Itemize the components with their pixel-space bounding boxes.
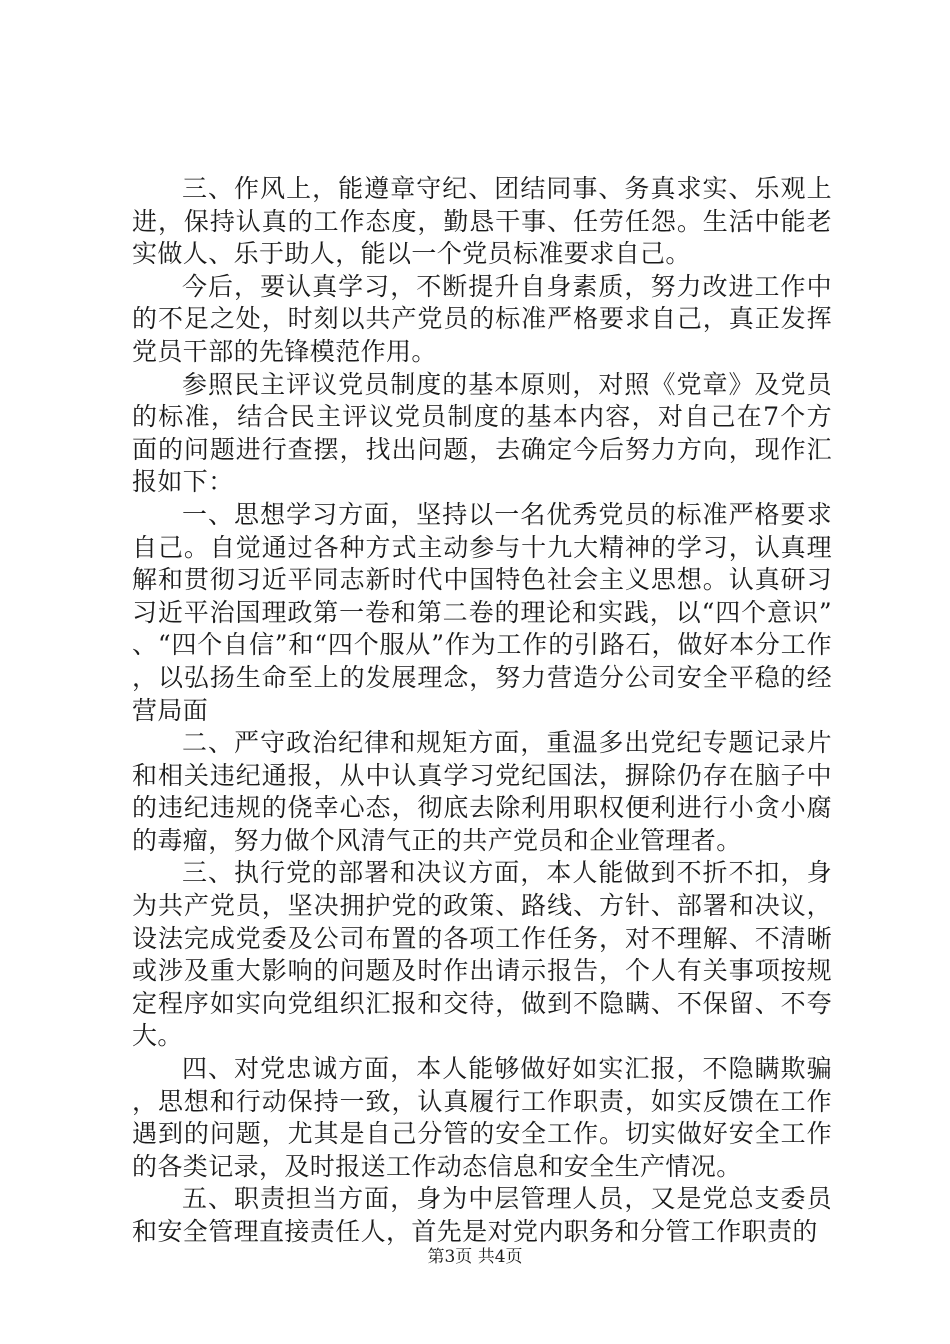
paragraph-future-plan: 今后，要认真学习，不断提升自身素质，努力改进工作中的不足之处，时刻以共产党员的标准严格要求自己，真正发挥党员干部的先锋模范作用。 [132,271,832,366]
paragraph-ideological-study: 一、思想学习方面，坚持以一名优秀党员的标准严格要求自己。自觉通过各种方式主动参与十九大精神的学习，认真理解和贯彻习近平同志新时代中国特色社会主义思想。认真研习习近平治国理政第一卷和第二卷的理论和实践，以“四个意识”、“四个自信”和“四个服从”作为工作的引路石，做好本分工作，以弘扬生命至上的发展理念，努力营造分公司安全平稳的经营局面 [132,499,832,725]
document-body [132,173,832,1249]
paragraph-style-conclusion: 三、作风上，能遵章守纪、团结同事、务真求实、乐观上进，保持认真的工作态度，勤恳干事、任劳任怨。生活中能老实做人、乐于助人，能以一个党员标准要求自己。 [132,174,832,269]
paragraph-party-decisions: 三、执行党的部署和决议方面，本人能做到不折不扣，身为共产党员，坚决拥护党的政策、路线、方针、部署和决议，设法完成党委及公司布置的各项工作任务，对不理解、不清晰或涉及重大影响的问题及时作出请示报告，个人有关事项按规定程序如实向党组织汇报和交待，做到不隐瞒、不保留、不夸大。 [132,858,832,1051]
paragraph-responsibility: 五、职责担当方面，身为中层管理人员，又是党总支委员和安全管理直接责任人，首先是对党内职务和分管工作职责的 [132,1184,832,1246]
page-number: 第3页 共4页 [427,1247,523,1267]
paragraph-party-loyalty: 四、对党忠诚方面，本人能够做好如实汇报，不隐瞒欺骗，思想和行动保持一致，认真履行工作职责，如实反馈在工作遇到的问题，尤其是自己分管的安全工作。切实做好安全工作的各类记录，及时报送工作动态信息和安全生产情况。 [132,1054,832,1181]
paragraph-report-intro: 参照民主评议党员制度的基本原则，对照《党章》及党员的标准，结合民主评议党员制度的基本内容，对自己在7个方面的问题进行查摆，找出问题，去确定今后努力方向，现作汇报如下： [132,369,832,497]
paragraph-political-discipline: 二、严守政治纪律和规矩方面，重温多出党纪专题记录片和相关违纪通报，从中认真学习党纪国法，摒除仍存在脑子中的违纪违规的侥幸心态，彻底去除利用职权便利进行小贪小腐的毒瘤，努力做个风清气正的共产党员和企业管理者。 [132,728,832,855]
